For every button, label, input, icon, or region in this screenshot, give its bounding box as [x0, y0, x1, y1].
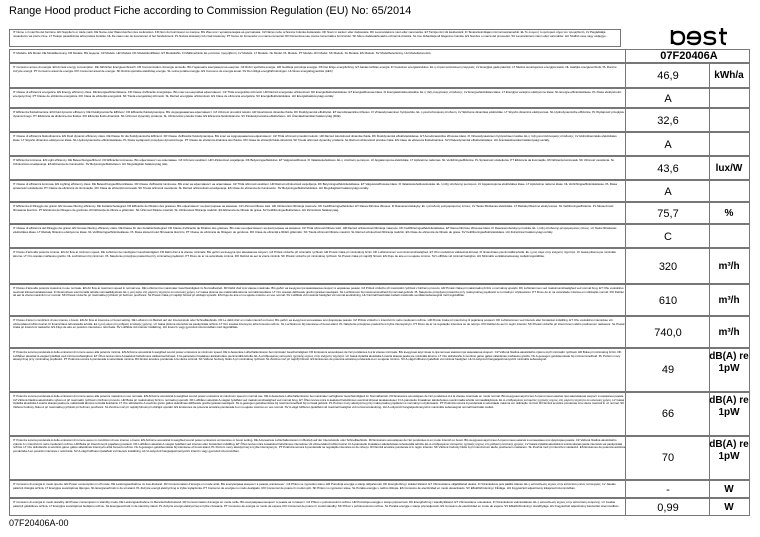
row-value: 32,6 [657, 115, 679, 127]
row-value: - [666, 484, 670, 496]
row-label-text: IT Classe di efficienza luminosa. EN Lighting efficiency class. DE Beleuchtungseffizienzklasse. FR Classe d'efficacité lumineuse. BG клас на ефективност на осветяване. CZ Třída účinnosti osvětlení. HR Razred učinkovitosti osvjetljenja. DK Belysningseffektivitetsklasse. ET Valgustustõhususe klass. FI Valaistustehokkuusluokka. EL η τάξη απόδοσης φωτισμού. LV Apgaismojuma efektivitātes klase. LT Apšvietimo našumo klasė. NL Verlichtingsefficiëntieklasse. PL Klasa sprawności oświetlenia. PT Classe de eficiência de iluminação. RO Clasa de eficiență luminoasă. SK Trieda účinnosti osvetlenia. SL Razred učinkovitosti osvetljevanja. ES Clase de eficiencia de iluminación. SV Belysningseffektivitetsklass. HU Megvilágítási hatékonysági osztály. [13, 183, 617, 190]
row-label-text: IT Classe di efficienza energetica. EN Energy efficiency class. DE Energieeffizienzklasse. FR Classe d'efficacité énergétique. BG клас на енергийна ефективност. CZ Třída energetické účinnosti. HR Razred energetske učinkovitosti. DK Energieffektivitetsklasse. ET Energiatõhususe klass. FI Energiatehokkuusluokka. EL η τάξη ενεργειακής απόδοσης. LV Energoefektivitātes klase. LT Energijos vartojimo efektyvumo klasė. NL Energie-efficiëntieklasse. PL Klasa efektywności energetycznej. PT Classe de eficiência energética. RO Clasa de eficiență energetică. SK Trieda energetickej účinnosti. SL Razred energijske učinkovitosti. ES Clase de eficiencia energética. SV Energieffektivitetsklass. HU Energiahatékonysági osztály. [13, 91, 622, 98]
document-title: Range Hood product Fiche according to Commission Regulation (EU) No: 65/2014 [9, 5, 412, 17]
row-value: 70 [661, 452, 675, 464]
best-logo-icon [670, 28, 740, 48]
row-unit: kWh/a [714, 70, 744, 81]
row-label-text: IT Potenza sonora ponderata A delle emissioni di rumore aereo alla potenza massima in uso normale. EN Airborne acoustical A-weighted sound power emissions at maximum speed in normal use. DE A-bewertete Luftschallemission bei maximaler verfügbarer Geschwindigkeit im Normalbetrieb. FR Émissions acoustiques de l'air pondérées A à la vitesse maximale en mode normal. BG въздушни акустични А-претеглени емисии при максимална скорост в нормален режим. CZ Vážená hladina akustického výkonu A při maximální rychlosti v běžném provozu. HR Buka pri maksimalnoj brzini u normalnoj uporabi. DK Luftbåren akustisk A-vægtet lydeffekt ved maksimumshastighed ved normal brug. ET Õhus leviva müra A-kaalutud helivõimsus suurimal kiirusel tavakasutusel. FI A-painotettu ilmaäänen äänitehotaso suurimmalla teholla normaalikäytössä. EL A-σταθμισμένες εκπομπές ηχητικής ισχύος στη μέγιστη ταχύτητα σε κανονική χρήση. LV Gaisā izplatītā akustiskā A svērtā skaņas jauda pie maksimālā ātruma normālā lietošanā. LT Ore sklindančio A svertinio garso galios skleidimas didžiausiu greičiu įprastai naudojant. NL A-gewogen geluidsemissie bij maximumsnelheid bij normaal gebruik. PL Poziom mocy akustycznej przy maksymalnej prędkości w normalnym użytkowaniu. PT Potência sonora A ponderada à velocidade máxima em utilização normal. RO Emisii acustice ponderate A la viteza maximă în uz normal. SK Vážené hodnoty hluku A pri maximálnej rýchlosti pri bežnom používaní. SL Zvočna moč pri najvišji hitrosti pri običajni uporabi. ES Emisiones de potencia acústica ponderada A en su ajuste máximo en uso normal. SV A-vägd luftburen ljudeffekt vid maximal hastighet vid normal användning. HU A-súlyozott hangteljesítményszint maximális sebességnél normál használat mellett. [13, 395, 625, 409]
row-airflow-boost [9, 316, 750, 348]
row-label-text: IT Efficienza di filtraggio dei grassi. EN Grease filtering efficiency. DE Fettabscheidegrad. FR Efficacité de filtration des graisses. BG ефективност на филтриране на мазнини. CZ Účinnost filtrace tuků. HR Učinkovitost filtriranja masnoće. DK Fedtfiltreringseffektivitet. ET Rasva filtrimise tõhusus. FI Rasvanerottelukyky. EL η απόδοση φιλτραρίσματος λίπους. LV Tauku filtrēšanas efektivitāte. LT Riebalų filtravimo efektyvumas. NL Vetfiltreringsefficiëntie. PL Skuteczność filtrowania tłuszczu. PT Eficiência de filtragem de gorduras. RO Eficiența de filtrare a grăsimilor. SK Účinnosť filtrácie mastnôt. SL Učinkovitost filtriranja maščob. ES Eficiencia de filtrado de grasa. SV Fettfiltreringseffektiviteten. HU Zsírszűrési hatékonyság. [13, 205, 614, 212]
row-label-text: IT Efficienza fluidodinamica. EN Fluid dynamic efficiency. DE Fluiddynamische Effizienz. FR Efficacité fluidodynamique. BG хидродинамична ефективност. CZ Účinnost proudění tekutin. HR Iskoristivost dinamike fluida. DK Fluiddynamisk effektivitet. ET Aerodünaamiline tõhusus. FI Virtausdynaaminen hyötysuhde. EL η ρευστοδυναμική απόδοση. LV Šķidruma dinamikas efektivitāte. LT Skysčio dinaminis efektyvumas. NL Hydrodynamische efficiëntie. PL Wydajność przepływu dynamicznego. PT Eficiência da dinâmica dos fluidos. RO Eficiența fluido-dinamică. SK Účinnosť dynamiky prúdenia. SL Učinkovitost pretoka zraka. ES Eficiencia fluidodinámica. SV Flödesdynamiska effektiviteten. HU Áramlásdinamikai hatékonyság (FDE). [13, 111, 625, 118]
row-label-text: IT Efficienza luminosa. EN Light efficiency. DE Beleuchtungseffizienz. FR Efficacité lumineuse. BG ефективност на осветяване. CZ Účinnost osvětlení. HR Učinkovitost osvjetljenja. DK Belysningseffektivitet. ET Valgustustõhusus. FI Valaistustehokkuus. EL η απόδοση φωτισμού. LV Apgaismojuma efektivitāte. LT Apšvietimo našumas. NL Verlichtingsefficiëntie. PL Sprawność oświetlenia. PT Eficiência da iluminação. RO Eficiența luminoasă. SK Účinnosť osvetlenia. SL Učinkovitost osvetljevanja. ES Eficiencia de iluminación. SV Belysningseffektiviteten. HU Megvilágítási hatékonyság (LE). [13, 159, 615, 166]
row-unit: dB(A) re 1pW [709, 351, 749, 374]
row-lighting-class [9, 180, 750, 202]
row-value: A [664, 186, 672, 198]
row-annual-energy [9, 63, 750, 88]
row-value: 320 [658, 261, 678, 273]
row-noise-maximum [9, 392, 750, 436]
row-label-text: IT Classe di efficienza del filtraggio dei grassi. EN Grease filtering efficiency class. DE Klasse für den Fettabscheidegrad. FR Classe d'efficacité de filtration des graisses. BG клас на ефективност на филтриране на мазнини. CZ Třída účinnosti filtrace tuků. HR Razred učinkovitosti filtriranja masnoće. DK Fedtfiltreringseffektivitetsklasse. ET Rasva filtrimise tõhususe klass. FI Rasvanerottelukyvyn luokka. EL η τάξη απόδοσης φιλτραρίσματος λίπους. LV Tauku filtrēšanas efektivitātes klase. LT Riebalų filtravimo efektyvumo klasė. NL Vetfiltreringsefficiëntieklasse. PL Klasa skuteczności filtrowania tłuszczu. PT Classe de eficiência de filtragem de gorduras. RO Clasa de eficiență a filtrării grăsimilor. SK Trieda účinnosti filtrácie mastnôt. SL Razred učinkovitosti filtriranja maščob. ES Clase de eficiencia de filtrado de grasa. SV Fettfiltreringseffektivitetsklass. HU Zsírszűrési hatékonysági osztály. [13, 227, 617, 234]
row-label-text: IT Flusso d'aria in condizioni di uso intenso o boost. EN Air flow at intensive or boost setting. DE Luftstrom im Betrieb auf der Intensivstufe oder Schnelllaufstufe. FR Le débit d'air en mode intensif ou boost. BG дебит на въздуха в интензивен или форсиран режим. CZ Průtok vzduchu v intenzivním nebo zesíleném režimu. HR Protok zraka pri intenzivnoj ili pojačanoj postavci. DK Luftstrømmen ved intensiv eller forstærket indstilling. ET Õhu voolukiirus intensiivse või võimendatud režiimi korral. FI Ilmanvirtaus tehostetulla teholla. EL η ροή αέρα στη ρύθμιση εντατικής χρήσης. LV Gaisa plūsma intensīvā vai pastiprinātā režīmā. LT Oro srautas intensyviu arba forsuotu režimu. NL Luchtstroom bij intensieve of boost-stand. PL Natężenie przepływu powietrza w trybie intensywnym. PT Fluxo de ar na regulação intensiva ou de reforço. RO Debitul de aer în regim intensiv. SK Prietok vzduchu pri intenzívnom alebo posilnenom nastavení. SL Pretok zraka pri intenzivni nastavitvi. ES Flujo de aire en posición intensiva o reforzada. SV Luftflöde vid intensiv inställning. HU Intenzív vagy gyorsított üzemmódban mért légszállítás. [13, 319, 625, 329]
row-unit: dB(A) re 1pW [709, 439, 749, 462]
row-unit: W [724, 502, 734, 513]
model-code: 07F20406A [625, 49, 752, 63]
row-label-text: IT Consumo annuo di energia. EN Annual energy consumption. DE Jährlicher Energieverbrauch. FR Consommation d'énergie annuelle. BG Годишната консумация на енергия. CZ Roční spotřeba energie. HR Godišnja potrošnja energije. DK Det årlige energiforbrug. ET Aastas tarbitav energia. FI Vuotuinen energiankulutus. EL η ετήσια κατανάλωση ενέργειας. LV Enerģijas gada patēriņš. LT Metinis suvartojamos energijos kiekis. NL Jaarlijks energieverbruik. PL Roczne zużycie energii. PT Consumo anual de energia. RO Consumul anual de energie. SK Ročná spotreba elektrickej energie. SL Letna poraba energije. ES Consumo de energía anual. SV Den årliga energiförbrukningen. HU Éves energiafogyasztás (AEC) [13, 66, 617, 73]
row-value: 75,7 [657, 208, 679, 220]
row-value: A [664, 93, 672, 105]
row-value: 0,99 [657, 502, 679, 514]
row-value: A [664, 139, 672, 151]
model-row [9, 49, 750, 63]
row-energy-class [9, 88, 750, 108]
row-fluid-dynamic-class [9, 132, 750, 156]
model-label-text: IT Modello. EN Model. DE Modellkennung. FR Modèle. BG модела. CZ Modelu. HR Modela. DK Modelidentifikator. ET Mudelitähis. FI Mallimerkintä. EL μοντέλου προμηθευτή. LV Modelis. LT Modelio. NL Model. PL Modelu. PT Modelo. RO Model. SK Modelu. SL Modela. ES Modelo. SV Modellbeteckning. HU Modellazonosító. [13, 52, 432, 55]
row-airflow-minimum [9, 248, 750, 284]
row-airflow-maximum [9, 284, 750, 316]
row-unit: % [724, 208, 734, 219]
row-power-off-mode [9, 480, 750, 498]
row-grease-filtering-class [9, 224, 750, 248]
row-value: 610 [658, 295, 678, 307]
row-light-efficiency [9, 156, 750, 180]
row-grease-filtering-efficiency [9, 202, 750, 224]
footer-code: 07F20406A-00 [9, 518, 69, 528]
row-label-text: IT Potenza sonora ponderata A delle emissioni di rumore aereo alla potenza minima. EN Airborne acoustical A-weighted sound power emissions at minimum speed. DE A-bewertete Luftschallemission bei minimaler Geschwindigkeit. FR Émissions acoustiques de l'air pondérées A à la vitesse minimale. BG въздушни акустични А-претеглени емисии при минимална скорост. CZ Vážená hladina akustického výkonu A při minimální rychlosti. HR Buka pri minimalnoj brzini. DK Luftbåren akustisk A-vægtet lydeffekt ved minimumshastighed. ET Õhus leviva müra A-kaalutud helivõimsus väikseimal kiirusel. FI A-painotettu ilmaäänen äänitehotaso pienimmällä teholla. EL A-σταθμισμένες εκπομπές ηχητικής ισχύος στην ελάχιστη ταχύτητα. LV Gaisā izplatītā akustiskā A svērtā skaņas jauda pie minimālā ātruma. LT Ore sklindančio A svertinio garso galios skleidimas mažiausiu greičiu. NL A-gewogen geluidsemissie bij minimumsnelheid. PL Poziom mocy akustycznej przy minimalnej prędkości. PT Potência sonora A ponderada à velocidade mínima. RO Emisii acustice ponderate A la viteza minimă. SK Vážené hodnoty hluku A pri minimálnej rýchlosti. SL Zvočna moč pri najnižji hitrosti. ES Emisiones de potencia acústica ponderada A en su ajuste mínimo. SV A-vägd luftburen ljudeffekt vid minimal hastighet. HU A-súlyozott hangteljesítményszint minimális sebességnél. [13, 351, 622, 361]
row-unit: m³/h [718, 327, 740, 338]
row-value: C [664, 231, 672, 243]
row-value: 49 [661, 364, 675, 376]
row-power-standby-mode [9, 498, 750, 516]
row-label-text: IT Consumo di energia in modo spento. EN Power consumption in off mode. DE Leistungsaufnahme im Aus-Zustand. FR Consommation d'énergie en mode arrêt. BG консумирана мощност в режим „изключено“. CZ Příkon ve vypnutém stavu. HR Potrošnja energije u stanju isključenosti. DK Energiforbrug i slukket tilstand. ET Võimsustarve väljalülitatud olekus. FI Virrankulutus pois päältä -tilassa. EL η κατανάλωση ισχύος στην κατάσταση εκτός λειτουργίας. LV Jaudas patēriņš izslēgtā režīmā. LT Energijos suvartojimas išjungus. NL Energieverbruik in de uit-stand. PL Zużycie energii elektrycznej w trybie wyłączenia. PT Consumo de energia no modo desligado. RO Consumul de putere în modul oprit. SK Príkon vo vypnutom stave. SL Poraba energije v načinu izklopa. ES Consumo de electricidad en modo desactivado. SV Effektförbrukning i frånläge. HU Fogyasztott teljesítmény kikapcsolt üzemmódban. [13, 483, 616, 490]
row-unit: m³/h [718, 261, 740, 272]
row-label-text: IT Flusso d'aria alla potenza minima. EN Air flow at minimum speed. DE Luftstrom bei niedrigster Geschwindigkeit. FR Débit d'air à la vitesse minimale. BG дебит на въздуха при минимална скорост. CZ Průtok vzduchu při minimální rychlosti. HR Protok zraka pri minimalnoj brzini. DK Luftstrømmen ved minimumshastighed. ET Õhu voolukiirus väikseimal kiirusel. FI Ilmanvirtaus pienimmällä teholla. EL η ροή αέρα στην ελάχιστη ταχύτητα. LV Gaisa plūsma pie minimālā ātruma. LT Oro srautas mažiausiu greičiu. NL Luchtstroom bij minimum. PL Natężenie przepływu powietrza przy minimalnej prędkości. PT Fluxo de ar na velocidade mínima. RO Debitul de aer la viteza minimă. SK Prietok vzduchu pri minimálnej rýchlosti. SL Pretok zraka pri najnižji hitrosti. ES Flujo de aire en su ajuste mínimo. SV Luftflöde vid minimal hastighet. HU Minimális ventilátorsebesség melletti légszállítás. [13, 251, 616, 258]
row-unit: lux/W [715, 163, 743, 174]
row-noise-minimum [9, 348, 750, 392]
row-label-text: IT Flusso d'aria alla potenza massima in uso normale. EN Air flow at maximum speed in normal use. DE Luftstrom bei maximaler Geschwindigkeit im Normalbetrieb. FR Débit d'air à la vitesse maximale. BG дебит на въздуха при максимална скорост в нормален режим. CZ Průtok vzduchu při maximální rychlosti v běžném provozu. HR Protok zraka pri maksimalnoj brzini u normalnoj uporabi. DK Luftstrømmen ved maksimumshastighed ved normal brug. ET Õhu voolukiirus suurimal kiirusel tavakasutusel. FI Ilmanvirtaus suurimmalla teholla normaalikäytössä. EL η ροή αέρα στη μέγιστη ταχύτητα σε κανονική χρήση. LV Gaisa plūsma pie maksimālā ātruma normālā lietošanā. LT Oro srautas didžiausiu greičiu įprastai naudojant. NL Luchtstroom bij maximumsnelheid bij normaal gebruik. PL Natężenie przepływu powietrza przy maksymalnej prędkości w normalnym użytkowaniu. PT Fluxo de ar na velocidade máxima em utilização normal. RO Debitul de aer la viteza maximă în uz normal. SK Prietok vzduchu pri maximálnej rýchlosti pri bežnom používaní. SL Pretok zraka pri najvišji hitrosti pri običajni uporabi. ES Flujo de aire en su ajuste máximo en uso normal. SV Luftflöde vid maximal hastighet vid normal användning. HU Normál használat melletti maximális ventilátorsebességnél mért légszállítás. [13, 287, 624, 297]
row-value: 740,0 [654, 327, 682, 339]
row-value: 43,6 [657, 163, 679, 175]
supplier-text: IT Nome o il marchio del fornitore. EN Supplier's or trade mark. DE Name oder Warenzeichen des Lieferanten. FR Nom du fournisseur ou marque. BG Име или търговска марка на доставчика. CZ Název nebo ochranná známka dodavatele. DK Navn in sættet i eller dodavatele. DK Leverandørens navn eller varemærke. ET Tarnija nimi või kaubamärk. FI Tavarantoimittajan nimi tai tavaramerkki. EL Το όνομα ή το εμπορικό σήμα του προμηθευτή. LV Piegādātāja nosaukums vai preču zīme. LT Tiekėjo pavadinimas arba prekės ženklas. NL De naam van de leverancier of het handelsmerk. PL Nazwa dostawcy lub znak towarowy. PT Nome do fornecedor ou marca comercial. RO Denumirea sau marca comercială a furnizorului. SK Meno dodávateľa alebo ochranná známka. SL Ime dobavitelja ali blagovna znamka. ES Nombre o marca del proveedor. SV Leverantörens namn eller varumärke. HU Szállító neve vagy védjegye. [9, 29, 621, 47]
row-unit: W [724, 484, 734, 495]
row-label-text: IT Classe di efficienza fluidodinamica. EN Fluid dynamic efficiency class. DE Klasse für die fluiddynamische Effizienz. FR Classe d'efficacité fluidodynamique. BG клас на хидродинамична ефективност. CZ Třída účinnosti proudění tekutin. HR Razred iskoristivosti dinamike fluida. DK Fluiddynamisk effektivitetsklasse. ET Aerodünaamilise tõhususe klass. FI Virtausdynaamisen hyötysuhteen luokka. EL η τάξη ρευστοδυναμικής απόδοσης. LV Hidrodinamiskās efektivitātes klase. LT Skysčio dinaminio efektyvumo klasė. NL Hydrodynamische efficiëntieklasse. PL Klasa wydajności przepływu dynamicznego. PT Classe de eficiência dinâmica dos fluidos. RO Clasa de eficiență fluido-dinamică. SK Trieda účinnosti dynamiky prúdenia. SL Razred učinkovitosti pretoka zraka. ES Clase de eficiencia fluidodinámica. SV Flödesdynamisk effektivitetsklass. HU Áramlásdinamikai hatékonysági osztály. [13, 135, 617, 142]
row-label-text: IT Potenza sonora ponderata A delle emissioni di rumore aereo in condizioni di uso intenso o boost. EN Airborne acoustical A-weighted sound power emissions at intensive or boost setting. DE A-bewertete Luftschallemission im Betrieb auf der Intensivstufe oder Schnelllaufstufe. FR Émissions acoustiques de l'air pondérées A en mode intensif ou boost. BG въздушни акустични А-претеглени емисии в интензивен или форсиран режим. CZ Vážená hladina akustického výkonu A v intenzivním nebo zesíleném režimu. HR Buka pri intenzivnoj ili pojačanoj postavci. DK Luftbåren akustisk A-vægtet lydeffekt ved intensiv eller forstærket indstilling. ET Õhus leviva müra A-kaalutud helivõimsus intensiivse või võimendatud režiimi korral. FI A-painotettu ilmaäänen äänitehotaso tehostetulla teholla. EL A-σταθμισμένες εκπομπές ηχητικής ισχύος στη ρύθμιση εντατικής χρήσης. LV Gaisā izplatītā akustiskā A svērtā skaņas jauda intensīvā vai pastiprinātā režīmā. LT Ore sklindančio A svertinio garso galios skleidimas intensyviu arba forsuotu režimu. NL A-gewogen geluidsemissie bij intensieve of boost-stand. PL Poziom mocy akustycznej w trybie intensywnym. PT Potência sonora A ponderada na regulação intensiva ou de reforço. RO Emisii acustice ponderate A în regim intensiv. SK Vážené hodnoty hluku A pri intenzívnom alebo posilnenom nastavení. SL Zvočna moč pri intenzivni nastavitvi. ES Emisiones de potencia acústica ponderada A en posición intensiva o reforzada. SV A-vägd luftburen ljudeffekt vid intensiv inställning. HU A-súlyozott hangteljesítményszint intenzív vagy gyorsított üzemmódban. [13, 439, 625, 453]
row-unit: m³/h [718, 295, 740, 306]
row-value: 46,9 [657, 70, 679, 82]
row-unit: dB(A) re 1pW [709, 395, 749, 418]
row-noise-boost [9, 436, 750, 480]
row-label-text: IT Consumo di energia in modo standby. EN Power consumption in standby mode. DE Leistungsaufnahme im Bereitschaftszustand. FR Consommation d'énergie en mode veille. BG консумирана мощност в режим на готовност. CZ Příkon v pohotovostním režimu. HR Potrošnja energije u stanju pripravnosti. DK Energiforbrug i standbytilstand. ET Võimsustarve ooteolekus. FI Virrankulutus valmiustilassa. EL η κατανάλωση ισχύος στην κατάσταση αναμονής. LV Jaudas patēriņš gaidstāves režīmā. LT Energijos suvartojimas budėjimo režimu. NL Energieverbruik in de stand-by-stand. PL Zużycie energii elektrycznej w trybie czuwania. PT Consumo de energia no modo de espera. RO Consumul de putere în modul standby. SK Príkon v pohotovostnom režime. SL Poraba energije v stanju pripravljenosti. ES Consumo de electricidad en modo de espera. SV Effektförbrukning i standbyläge. HU Fogyasztott teljesítmény készenléti üzemmódban. [13, 501, 620, 508]
row-value: 66 [661, 408, 675, 420]
row-fluid-dynamic-efficiency [9, 108, 750, 132]
